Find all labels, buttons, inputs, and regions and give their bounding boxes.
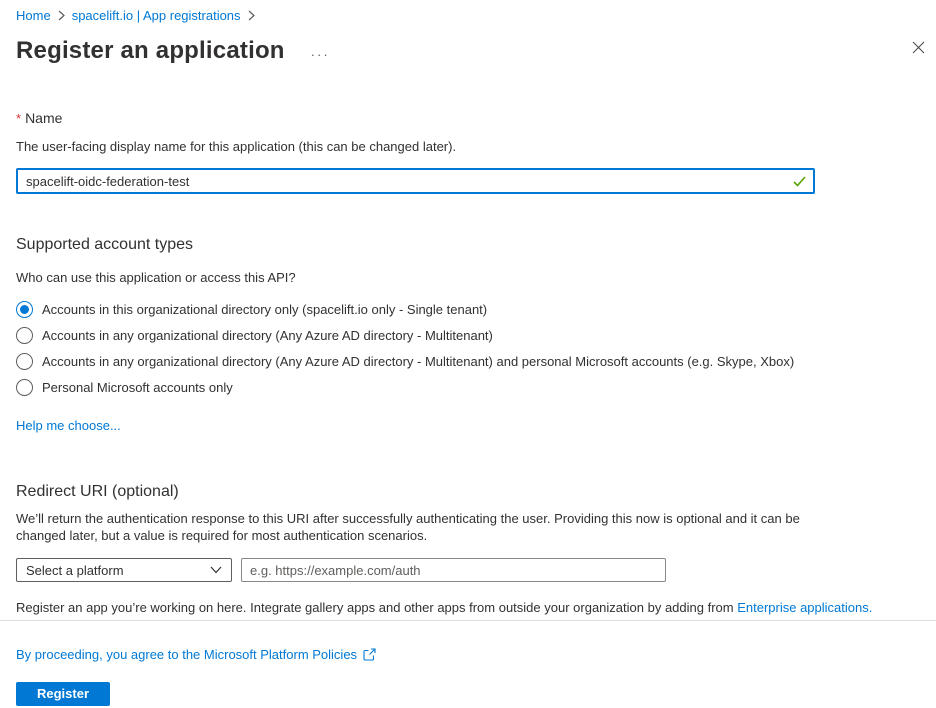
redirect-uri-input[interactable] (241, 558, 666, 582)
radio-unselected-icon[interactable] (16, 353, 33, 370)
chevron-right-icon (248, 10, 255, 21)
account-types-question: Who can use this application or access this API? (16, 270, 296, 285)
platform-policies-link-text: By proceeding, you agree to the Microsoft Platform Policies (16, 646, 358, 662)
redirect-uri-controls (16, 558, 920, 582)
platform-select[interactable] (16, 558, 232, 582)
radio-unselected-icon[interactable] (16, 379, 33, 396)
help-me-choose-link[interactable]: Help me choose... (16, 418, 121, 433)
platform-select-value: Select a platform (26, 562, 124, 578)
redirect-uri-description: We’ll return the authentication response to this URI after successfully authenticating the user. Providing this now is optional and it can be changed later, but a value is required for most authentication scenarios. (16, 511, 800, 543)
divider (0, 620, 936, 621)
required-asterisk: * (16, 111, 22, 126)
radio-unselected-icon[interactable] (16, 327, 33, 344)
register-note (16, 600, 920, 615)
more-options-icon[interactable]: ··· (310, 46, 330, 62)
page-header (0, 23, 936, 67)
name-field-description: The user-facing display name for this application (this can be changed later). (16, 139, 457, 154)
radio-option-label: Accounts in any organizational directory (Any Azure AD directory - Multitenant) and personal Microsoft accounts (e.g. Skype, Xbox) (42, 353, 795, 369)
account-types-radio-group (16, 296, 920, 400)
enterprise-applications-link[interactable]: Enterprise applications. (737, 600, 873, 615)
register-note-text: Register an app you’re working on here. Integrate gallery apps and other apps from outside your organization by adding from (16, 600, 738, 615)
radio-option-label: Accounts in this organizational directory only (spacelift.io only - Single tenant) (42, 301, 488, 317)
name-input-wrap (16, 168, 815, 194)
radio-option-single-tenant[interactable] (16, 296, 920, 322)
breadcrumb (0, 0, 936, 23)
chevron-right-icon (58, 10, 65, 21)
name-field-label: Name (25, 110, 63, 126)
name-input[interactable] (16, 168, 815, 194)
supported-account-types-heading: Supported account types (16, 236, 194, 253)
radio-option-multitenant-personal[interactable] (16, 348, 920, 374)
radio-option-multitenant[interactable] (16, 322, 920, 348)
close-icon[interactable] (910, 39, 926, 55)
radio-option-label: Personal Microsoft accounts only (42, 379, 233, 395)
radio-selected-icon[interactable] (16, 301, 33, 318)
page-title: Register an application (16, 37, 285, 64)
radio-option-label: Accounts in any organizational directory (Any Azure AD directory - Multitenant) (42, 327, 493, 343)
redirect-uri-heading: Redirect URI (optional) (16, 483, 179, 500)
external-link-icon (363, 648, 376, 661)
radio-option-personal-only[interactable] (16, 374, 920, 400)
breadcrumb-app-registrations-link[interactable]: spacelift.io | App registrations (71, 7, 241, 23)
name-field-label-row (16, 110, 920, 126)
platform-policies-link[interactable] (16, 647, 376, 662)
register-button[interactable]: Register (16, 682, 110, 706)
chevron-down-icon (210, 566, 222, 574)
breadcrumb-home-link[interactable]: Home (16, 7, 51, 23)
valid-check-icon (793, 175, 806, 190)
